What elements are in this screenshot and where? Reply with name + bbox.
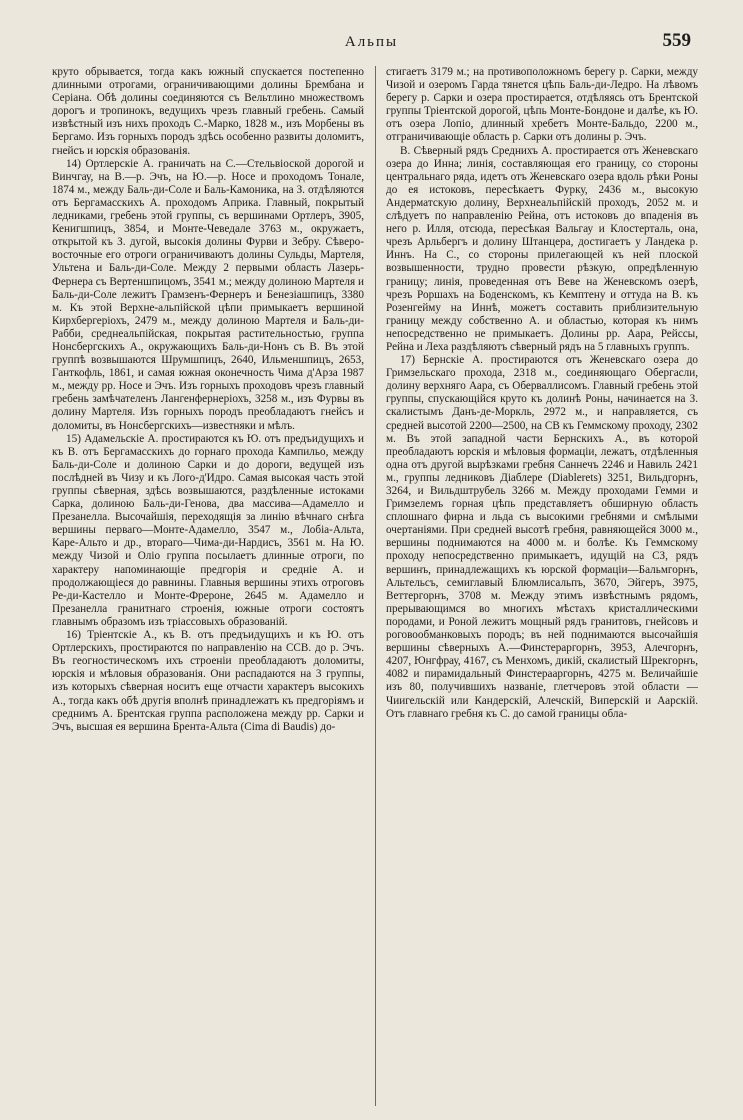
running-title: Альпы: [344, 34, 399, 50]
paragraph: 15) Адамельскіе А. простираются къ Ю. отъ предъидущихъ и къ В. отъ Бергамасскихъ до горнаго прохода Кампильо, между Баль-ди-Соле и долиною Сарки и до дороги, ведущей изъ послѣдней въ Чизу и къ Лого-д'Идро. Самая высокая часть этой группы сѣверная, здѣсь возвышаются, раздѣленные истоками Сарка, долиною Баль-ди-Генова, два массива—Адамелло и Презанелла. Высочайшія, переходящія за линію вѣчнаго снѣга вершины перваго—Монте-Адамелло, 3547 м., Лобіа-Альта, Каре-Альто и др., втораго—Чима-ди-Нардисъ, 3561 м. На Ю. между Чизой и Оліо группа посылаетъ длинные отроги, по характеру напоминающіе предгорія и средніе А. и продолжающіеся до равнины. Главныя вершины этихъ отроговъ Ре-ди-Кастелло и Монте-Фрероне, 2645 м. Адамелло и Презанелла гранитнаго строенія, южные отроги состоятъ главнымъ образомъ изъ тріассовыхъ образованій.: [52, 432, 364, 628]
paragraph: стигаетъ 3179 м.; на противоположномъ берегу р. Сарки, между Чизой и озеромъ Гарда тянется цѣпь Баль-ди-Ледро. На лѣвомъ берегу р. Сарки и озера простирается, отдѣляясь отъ Брентской группы Тріентской дорогой, цѣпь Монте-Бондоне и далѣе, къ Ю. отъ озера Лопіо, длинный хребетъ Монте-Бальдо, 2200 м., отграничивающіе область р. Сарки отъ долины р. Эчъ.: [386, 66, 698, 144]
paragraph: круто обрывается, тогда какъ южный спускается постепенно длинными отрогами, ограничивающими долины Брембана и Серіана. Обѣ долины соединяются съ Вельтлино множествомъ дорогъ и тропинокъ, ведущихъ чрезъ главный гребень. Самый извѣстный изъ нихъ проходъ С.-Марко, 1828 м., изъ Морбены въ Бергамо. Изъ горныхъ породъ здѣсь особенно развиты доломитъ, гнейсъ и юрскія образованія.: [52, 66, 364, 157]
page-header: [52, 30, 691, 56]
paragraph: В. Сѣверный рядъ Среднихъ А. простирается отъ Женевскаго озера до Инна; линія, составляющая его границу, со стороны центральнаго ряда, идетъ отъ Женевскаго озера вдоль рѣки Роны до ея истоковъ, пересѣкаетъ Фурку, 2436 м., высокую Андерматскую долину, Верхнеальпійскій проходъ, 2052 м. и слѣдуетъ по направленію Рейна, отъ истоковъ до впаденія въ него р. Илля, отсюда, пересѣкая Вальгау и Клостерталь, она, чрезъ Арльбергъ и долину Штанцера, достигаетъ у Ландека р. Иннъ. На С., со стороны прилегающей къ ней плоской возвышенности, трудно провести рѣзкую, опредѣленную границу; линія, проведенная отъ Веве на Женевскомъ озерѣ, чрезъ Роршахъ на Боденскомъ, къ Кемптену и оттуда на В. къ Розенгейму на Иннѣ, можетъ составить приблизительную границу между собственно А. и областью, которая къ нимъ непосредственно не примыкаетъ. Долины рр. Аара, Рейссы, Рейна и Леха раздѣляютъ сѣверный рядъ на 5 главныхъ группъ.: [386, 144, 698, 353]
right-column: [386, 66, 698, 1106]
paragraph: 17) Бернскіе А. простираются отъ Женевскаго озера до Гримзельскаго прохода, 2318 м., соединяющаго Обергасли, долину верхняго Аара, съ Оберваллисомъ. Главный гребень этой группы, спускающійся круто къ долинѣ Роны, начинается на З. скалистымъ Данъ-де-Моркль, 2972 м., и направляется, съ средней высотой 2200—2500, на СВ къ Геммскому проходу, 2302 м. Въ этой западной части Бернскихъ А., въ которой преобладаютъ юрскія и мѣловыя формаціи, лежатъ, отдѣленныя одна отъ другой вырѣзками гребня Саннечъ 2246 и Навиль 2421 м., группы ледниковъ Діаблере (Diablerets) 3251, Вильдгорнъ, 3264, и Вильдштрубель 3266 м. Между проходами Гемми и Гримзелемъ горная цѣпь представляетъ обширную область сплошнаго фирна и льда съ высокими гребнями и смѣлыми очертаніями. При средней высотѣ гребня, равняющейся 3000 м., вершины поднимаются на 4000 м. и болѣе. Къ Геммскому проходу непосредственно примыкаетъ, идущій на СЗ, рядъ вершинъ, принадлежащихъ къ юрской формаціи—Бальмгорнъ, Альтельсъ, семиглавый Блюмлисальпъ, 3670, Эйгеръ, 3975, Веттергорнъ, 3708 м. Между этимъ извѣстнымъ рядомъ, прерывающимся во многихъ мѣстахъ кристаллическими породами, и Роной лежитъ мощный рядъ гранитовъ, гнейсовъ и роговообманковыхъ породъ; въ ней поднимаются высочайшія вершины сѣверныхъ А.—Финстераргорнъ, 3953, Алечгорнъ, 4207, Юнгфрау, 4167, съ Менхомъ, дикій, скалистый Шрекгорнъ, 4082 и пирамидальный Финстерааргорнъ, 4275 м. Величайшіе изъ 80, получившихъ названіе, глетчеровъ этой области — Чиигельскій или Кандерскій, Алечскій, Виперскій и Аарскій. Отъ главнаго гребня къ С. до самой границы обла-: [386, 354, 698, 720]
paragraph: 14) Ортлерскіе А. граничать на С.—Стельвіоской дорогой и Винчгау, на В.—р. Эчъ, на Ю.—р. Носе и проходомъ Тонале, 1874 м., между Баль-ди-Соле и Баль-Камоника, на З. отдѣляются отъ Бергамасскихъ А. проходомъ Априка. Главный, покрытый ледниками, гребень этой группы, съ вершинами Ортлеръ, 3905, Кенигшпицъ, 3854, и Монте-Чеведале 3763 м., окружаетъ, открытой къ З. дугой, высокія долины Фурви и Зебру. Сѣверо-восточные его отроги ограничиваютъ долины Сульды, Мартеля, Ультена и Баль-ди-Соле. Между 2 первыми область Лазерь-Фернера съ Вертеншпицомъ, 3541 м.; между долиною Мартеля и Баль-ди-Соле лежитъ Грамзенъ-Фернеръ и Бенезіашпицъ, 3380 м. Къ этой Верхне-альпійской цѣпи примыкаетъ вершиной Кирхбергеріохъ, 2479 м., между долиною Мартеля и Баль-ди-Рабби, среднеальпійская, покрытая растительностью, группа Нонсбергскихъ А., окружающихъ Баль-ди-Нонъ съ В. Въ этой группѣ возвышаются Шрумшпицъ, 2640, Ильменшпицъ, 2653, Ганткофль, 1861, и самая южная оконечность Чима д'Арза 1987 м., между рр. Носе и Эчъ. Изъ горныхъ проходовъ чрезъ главный гребень замѣчателенъ Лангенфернеріохъ, 3258 м., изъ Фурвы въ долину Мартеля. Изъ горныхъ породъ преобладаютъ гнейсъ и доломиты, въ Нонсбергскихъ—известняки и мѣлъ.: [52, 157, 364, 432]
text-columns: [52, 66, 698, 1106]
page-number: 559: [662, 30, 691, 51]
paragraph: 16) Тріентскіе А., къ В. отъ предъидущихъ и къ Ю. отъ Ортлерскихъ, простираются по направленію на ССВ. до р. Эчъ. Въ геогностическомъ ихъ строеніи преобладаютъ доломиты, юрскія и мѣловыя образованія. Они распадаются на 3 группы, изъ которыхъ сѣверная носитъ еще отчасти характеръ высокихъ А., тогда какъ обѣ другія вполнѣ принадлежатъ къ предгоріямъ и среднимъ А. Брентская группа расположена между рр. Сарки и Эчъ, высшая ея вершина Брента-Альта (Cima di Baudis) до-: [52, 629, 364, 733]
left-column: [52, 66, 364, 1106]
column-divider: [375, 66, 376, 1106]
